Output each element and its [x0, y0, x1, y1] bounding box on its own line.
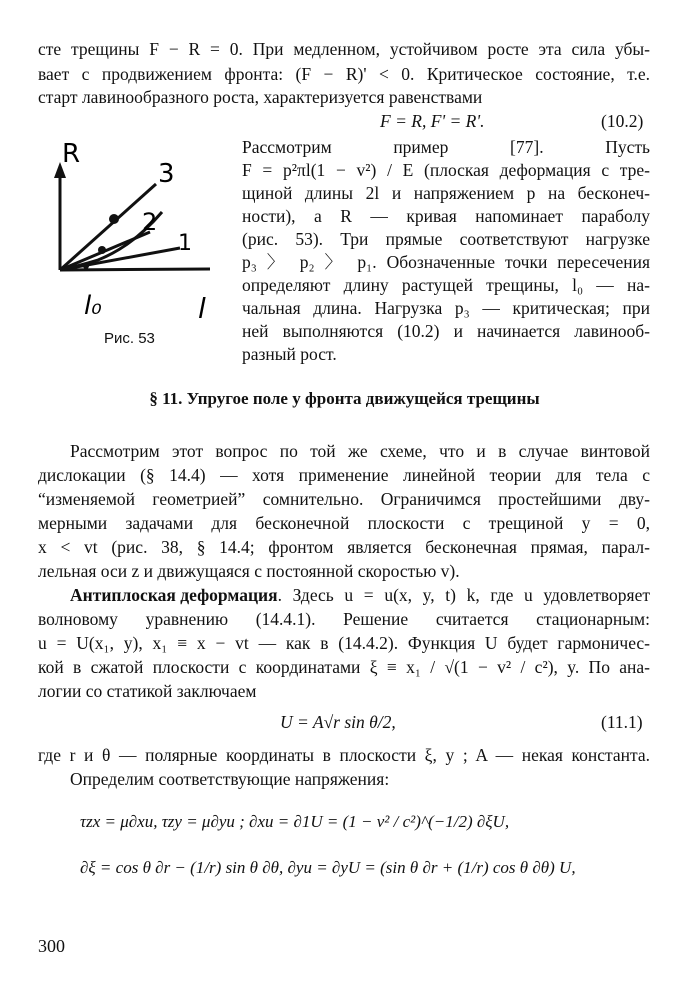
stress-equation-1: τzx = μ∂xu, τzy = μ∂yu ; ∂xu = ∂1U = (1 − v² / c²)^(−1/2) ∂ξU, [80, 812, 510, 831]
line-label-3: 3 [158, 159, 175, 189]
label-l0: l₀ [84, 291, 102, 321]
text-line: сте трещины F − R = 0. При медленном, устойчивом росте эта сила убы- [38, 39, 650, 59]
text-line: F = p²πl(1 − v²) / E (плоская деформация с тре- [242, 160, 650, 180]
figure-53 [38, 136, 238, 336]
page-number: 300 [38, 936, 65, 956]
text-line: чальная длина. Нагрузка p₃ — критическая; при [242, 298, 650, 318]
figure-caption: Рис. 53 [104, 330, 155, 347]
text-line [70, 584, 650, 606]
intersection-point [109, 214, 119, 224]
antiplane-title: Антиплоская деформация [70, 585, 278, 605]
text-line: “изменяемой геометрией” сомнительно. Ограничимся простейшими дву- [38, 489, 650, 509]
equation-10-2: F = R, F' = R'. [380, 111, 485, 131]
stress-equation-2: ∂ξ = cos θ ∂r − (1/r) sin θ ∂θ, ∂yu = ∂yU = (sin θ ∂r + (1/r) cos θ ∂θ) U, [80, 858, 576, 877]
antiplane-rest: . Здесь u = u(x, y, t) k, где u удовлетворяет [277, 585, 650, 605]
text-line: разный рост. [242, 344, 337, 364]
text-line: p₃ 〉 p₂ 〉 p₁. Обозначенные точки пересечения [242, 252, 650, 272]
line-label-1: 1 [178, 231, 192, 256]
label-r: R [62, 139, 81, 169]
text-line: лельная оси z и движущаяся с постоянной скоростью v). [38, 561, 460, 581]
text-line: логии со статикой заключаем [38, 681, 257, 701]
section-heading: § 11. Упругое поле у фронта движущейся трещины [149, 389, 540, 408]
text-line: Рассмотрим пример [77]. Пусть [242, 137, 650, 157]
equation-11-1: U = A√r sin θ/2, [280, 712, 396, 732]
text-line: где r и θ — полярные координаты в плоскости ξ, y ; A — некая константа. [38, 745, 650, 765]
text-line: ней выполняются (10.2) и начинается лавинооб- [242, 321, 650, 341]
line-label-2: 2 [142, 208, 158, 236]
text-line: определяют длину растущей трещины, l₀ — на- [242, 275, 650, 295]
equation-number: (11.1) [601, 712, 643, 732]
label-l: l [198, 292, 206, 325]
text-line: старт лавинообразного роста, характеризуется равенствами [38, 87, 483, 107]
text-line: волновому уравнению (14.4.1). Решение считается стационарным: [38, 609, 650, 629]
text-line: ности), а R — кривая напоминает параболу [242, 206, 650, 226]
text-line: u = U(x₁, y), x₁ ≡ x − vt — как в (14.4.2). Функция U будет гармоничес- [38, 633, 650, 653]
text-line: кой в сжатой плоскости с координатами ξ ≡ x₁ / √(1 − v² / c²), y. По ана- [38, 657, 650, 677]
text-line: мерными задачами для бесконечной плоскости с трещиной y = 0, [38, 513, 650, 533]
text-line: Рассмотрим этот вопрос по той же схеме, что и в случае винтовой [70, 441, 650, 461]
intersection-point [83, 263, 89, 269]
text-line: x < vt (рис. 38, § 14.4; фронтом является бесконечная прямая, парал- [38, 537, 650, 557]
equation-number: (10.2) [601, 111, 644, 131]
l-axis [60, 269, 210, 270]
text-line: (рис. 53). Три прямые соответствуют нагрузке [242, 229, 650, 249]
text-line: дислокации (§ 14.4) — хотя применение линейной теории для тела с [38, 465, 650, 485]
text-line: вает с продвижением фронта: (F − R)' < 0. Критическое состояние, т.е. [38, 64, 650, 84]
intersection-point [98, 246, 106, 254]
text-line: Определим соответствующие напряжения: [70, 769, 390, 789]
text-line: щиной длины 2l и напряжением p на бесконеч- [242, 183, 650, 203]
